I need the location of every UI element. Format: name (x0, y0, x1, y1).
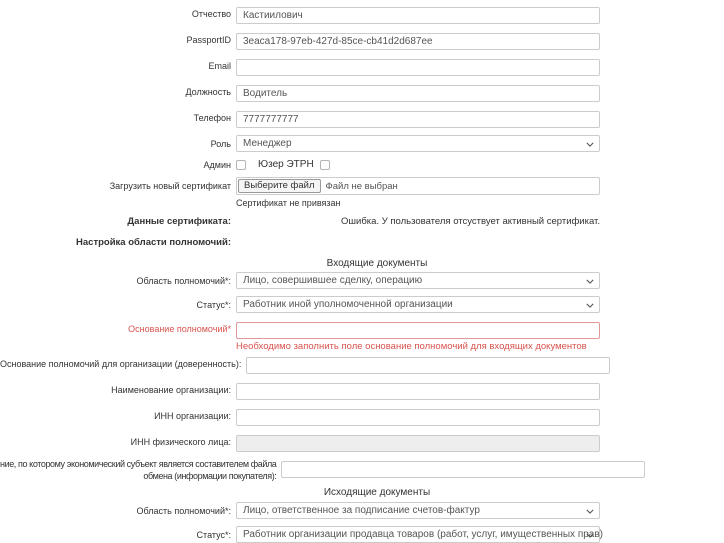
form-row (0, 502, 724, 519)
form-row (0, 57, 724, 76)
org-inn-label: ИНН организации: (154, 410, 231, 421)
form-row (0, 5, 724, 24)
chevron-down-icon (586, 279, 594, 284)
no-file-chosen-text: Файл не выбран (325, 180, 398, 192)
chevron-down-icon (586, 142, 594, 147)
section-heading-row (0, 258, 724, 269)
outgoing-authority-area-select[interactable] (236, 502, 600, 519)
form-row (0, 31, 724, 50)
certificate-status-text: Сертификат не привязан (236, 198, 341, 208)
exchange-file-label: ние, по которому экономический субъект является составителем файла обмена (информации покупателя): (0, 459, 277, 481)
incoming-documents-heading: Входящие документы (326, 258, 428, 269)
chevron-down-icon (586, 533, 594, 538)
email-input[interactable] (236, 59, 600, 76)
user-etrn-label: Юзер ЭТРН (258, 159, 314, 170)
admin-checkbox[interactable] (236, 160, 246, 170)
outgoing-status-value: Работник организации продавца товаров (работ, услуг, имущественных прав) (243, 529, 603, 540)
form-row (0, 296, 724, 313)
form-row (0, 320, 724, 352)
outgoing-status-select[interactable] (236, 526, 603, 543)
incoming-authority-area-value: Лицо, совершившее сделку, операцию (243, 275, 423, 286)
section-heading-row (0, 487, 724, 498)
phone-label: Телефон (193, 112, 231, 123)
role-select[interactable] (236, 135, 600, 152)
position-input[interactable] (236, 85, 600, 102)
position-label: Должность (185, 86, 231, 97)
certificate-file-input[interactable] (236, 177, 600, 195)
form-row (0, 159, 724, 170)
form-row (0, 216, 724, 227)
form-row (0, 381, 724, 400)
role-label: Роль (210, 138, 231, 149)
exchange-file-input[interactable] (281, 461, 645, 478)
outgoing-authority-area-value: Лицо, ответственное за подписание счетов-фактур (243, 505, 480, 516)
authority-settings-label: Настройка области полномочий: (76, 237, 231, 248)
patronymic-input[interactable] (236, 7, 600, 24)
email-label: Email (208, 60, 231, 71)
passport-id-input[interactable] (236, 33, 600, 50)
form-row (0, 237, 724, 248)
certificate-error-text: Ошибка. У пользователя отсуствует активный сертификат. (341, 216, 600, 227)
incoming-authority-area-select[interactable] (236, 272, 600, 289)
form-row (0, 459, 724, 482)
org-name-label: Наименование организации: (111, 384, 231, 395)
chevron-down-icon (586, 509, 594, 514)
outgoing-authority-area-label: Область полномочий*: (136, 505, 231, 516)
choose-file-button[interactable]: Выберите файл (238, 179, 321, 193)
org-basis-label: Основание полномочий для организации (доверенность): (0, 358, 242, 369)
authority-basis-input[interactable] (236, 322, 600, 339)
form-row (0, 355, 724, 374)
phone-input[interactable] (236, 111, 600, 128)
incoming-status-value: Работник иной уполномоченной организации (243, 299, 453, 310)
outgoing-status-label: Статус*: (196, 529, 231, 540)
form-row (0, 83, 724, 102)
form-row (0, 407, 724, 426)
certificate-data-label: Данные сертификата: (127, 216, 231, 227)
form-row (0, 177, 724, 208)
person-inn-input (236, 435, 600, 452)
authority-basis-error-text: Необходимо заполнить поле основание полномочий для входящих документов (236, 341, 587, 352)
org-inn-input[interactable] (236, 409, 600, 426)
user-form (0, 5, 724, 543)
org-name-input[interactable] (236, 383, 600, 400)
form-row (0, 135, 724, 152)
admin-label: Админ (203, 159, 231, 170)
passport-id-label: PassportID (186, 34, 231, 45)
outgoing-documents-heading: Исходящие документы (323, 487, 431, 498)
patronymic-label: Отчество (191, 8, 231, 19)
user-etrn-checkbox[interactable] (320, 160, 330, 170)
form-row (0, 433, 724, 452)
certificate-upload-label: Загрузить новый сертификат (109, 180, 231, 191)
incoming-status-select[interactable] (236, 296, 600, 313)
form-row (0, 272, 724, 289)
incoming-status-label: Статус*: (196, 299, 231, 310)
incoming-authority-area-label: Область полномочий*: (136, 275, 231, 286)
chevron-down-icon (586, 303, 594, 308)
role-select-value: Менеджер (243, 138, 292, 149)
form-row (0, 109, 724, 128)
person-inn-label: ИНН физического лица: (130, 436, 231, 447)
authority-basis-label: Основание полномочий* (128, 323, 231, 334)
org-basis-input[interactable] (246, 357, 610, 374)
form-row (0, 526, 724, 543)
